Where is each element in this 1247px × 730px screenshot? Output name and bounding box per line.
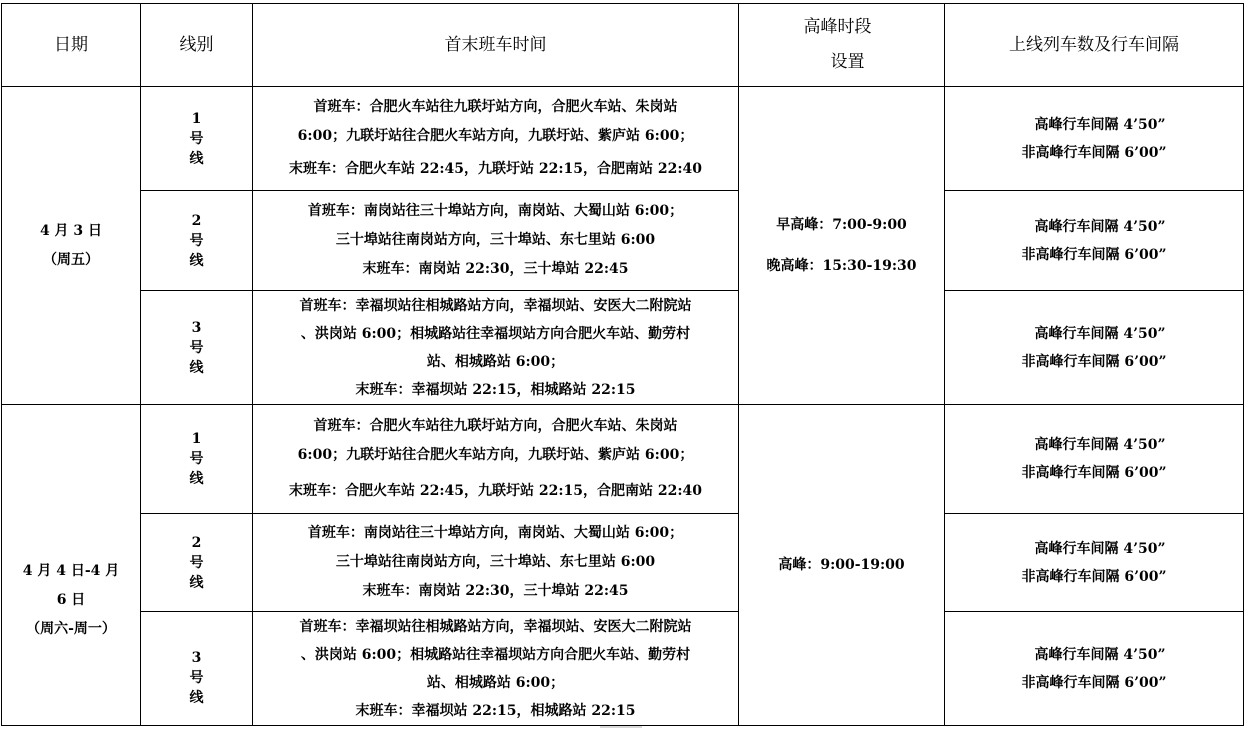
offpeak-interval-text: 非高峰行车间隔 6’00” — [1021, 246, 1167, 263]
interval-cell — [945, 612, 1244, 726]
train-times-cell — [253, 291, 739, 405]
time-text: 首班车：合肥火车站往九联圩站方向，合肥火车站、朱岗站 — [313, 99, 678, 115]
offpeak-interval-text: 非高峰行车间隔 6’00” — [1021, 144, 1167, 161]
time-text: 首班车：南岗站往三十埠站方向，南岗站、大蜀山站 6:00； — [307, 525, 684, 541]
peak-period-text: 晚高峰：15:30-19:30 — [766, 257, 917, 274]
time-text: 首班车：幸福坝站往相城路站方向，幸福坝站、安医大二附院站 — [299, 618, 692, 635]
table-row — [2, 291, 1244, 405]
offpeak-interval-text: 非高峰行车间隔 6’00” — [1021, 465, 1167, 481]
offpeak-interval-text: 非高峰行车间隔 6’00” — [1021, 568, 1167, 585]
time-text: 6:00；九联圩站往合肥火车站方向，九联圩站、紫庐站 6:00； — [297, 447, 694, 463]
line-xian: 线 — [189, 359, 204, 376]
time-text: 首班车：南岗站往三十埠站方向，南岗站、大蜀山站 6:00； — [307, 203, 684, 219]
peak-period-text: 高峰：9:00-19:00 — [778, 556, 905, 573]
date-text-continued: 6 日 — [56, 591, 86, 608]
time-text: 末班车：幸福坝站 22:15，相城路站 22:15 — [355, 381, 636, 398]
line-cell — [141, 514, 253, 612]
train-times-cell — [253, 191, 739, 291]
line-hao: 号 — [189, 554, 204, 571]
line-xian: 线 — [189, 689, 204, 706]
time-text: 末班车：合肥火车站 22:45，九联圩站 22:15，合肥南站 22:40 — [288, 161, 703, 177]
time-text: 首班车：幸福坝站往相城路站方向，幸福坝站、安医大二附院站 — [299, 297, 692, 314]
time-text: 三十埠站往南岗站方向，三十埠站、东七里站 6:00 — [335, 554, 656, 570]
header-line: 线别 — [141, 4, 253, 87]
line-hao: 号 — [189, 339, 204, 356]
peak-interval-text: 高峰行车间隔 4’50” — [1034, 116, 1166, 133]
peak-period-cell — [739, 87, 945, 405]
interval-cell — [945, 87, 1244, 191]
peak-interval-text: 高峰行车间隔 4’50” — [1034, 540, 1166, 557]
time-text: 、洪岗站 6:00；相城路站往幸福坝站方向合肥火车站、勤劳村 — [300, 325, 691, 342]
time-text: 末班车：合肥火车站 22:45，九联圩站 22:15，合肥南站 22:40 — [288, 483, 703, 499]
peak-period-text: 早高峰：7:00-9:00 — [776, 216, 907, 233]
train-times-cell — [253, 87, 739, 191]
peak-interval-text: 高峰行车间隔 4’50” — [1034, 325, 1166, 342]
peak-interval-text: 高峰行车间隔 4’50” — [1034, 437, 1166, 453]
time-text: 末班车：幸福坝站 22:15，相城路站 22:15 — [355, 702, 636, 719]
offpeak-interval-text: 非高峰行车间隔 6’00” — [1021, 674, 1167, 691]
table-row — [2, 87, 1244, 191]
header-date: 日期 — [2, 4, 141, 87]
line-number: 3 — [191, 649, 202, 666]
table-row — [2, 612, 1244, 726]
peak-period-cell — [739, 405, 945, 726]
line-xian: 线 — [189, 150, 204, 167]
header-peak-period — [739, 4, 945, 87]
schedule-table — [1, 3, 1244, 726]
line-cell — [141, 87, 253, 191]
train-times-cell — [253, 405, 739, 514]
offpeak-interval-text: 非高峰行车间隔 6’00” — [1021, 353, 1167, 370]
weekday-text: （周五） — [43, 251, 99, 268]
line-cell — [141, 405, 253, 514]
line-cell — [141, 291, 253, 405]
line-cell — [141, 191, 253, 291]
line-hao: 号 — [189, 232, 204, 249]
page-edge-mark — [600, 726, 642, 728]
time-text: 6:00；九联圩站往合肥火车站方向，九联圩站、紫庐站 6:00； — [297, 128, 694, 144]
line-number: 3 — [191, 319, 202, 336]
line-xian: 线 — [189, 574, 204, 591]
time-text: 末班车：南岗站 22:30，三十埠站 22:45 — [362, 583, 629, 599]
line-number: 1 — [191, 110, 202, 127]
train-times-cell — [253, 514, 739, 612]
line-hao: 号 — [189, 451, 204, 467]
interval-cell — [945, 291, 1244, 405]
weekday-text: （周六-周一） — [26, 620, 116, 637]
header-peak-period-line2: 设置 — [830, 52, 865, 72]
time-text: 、洪岗站 6:00；相城路站往幸福坝站方向合肥火车站、勤劳村 — [300, 646, 691, 663]
line-number: 2 — [191, 212, 202, 229]
time-text: 末班车：南岗站 22:30，三十埠站 22:45 — [362, 261, 629, 277]
time-text: 站、相城路站 6:00； — [426, 674, 565, 691]
date-cell — [2, 87, 141, 405]
table-row — [2, 405, 1244, 514]
line-hao: 号 — [189, 669, 204, 686]
train-times-cell — [253, 612, 739, 726]
time-text: 三十埠站往南岗站方向，三十埠站、东七里站 6:00 — [335, 232, 656, 248]
line-number: 1 — [191, 431, 202, 447]
peak-interval-text: 高峰行车间隔 4’50” — [1034, 646, 1166, 663]
time-text: 首班车：合肥火车站往九联圩站方向，合肥火车站、朱岗站 — [313, 418, 678, 434]
header-trains-and-interval: 上线列车数及行车间隔 — [945, 4, 1244, 87]
table-row — [2, 514, 1244, 612]
table-row — [2, 191, 1244, 291]
date-cell — [2, 405, 141, 726]
time-text: 站、相城路站 6:00； — [426, 353, 565, 370]
header-peak-period-line1: 高峰时段 — [803, 17, 872, 37]
line-xian: 线 — [189, 252, 204, 269]
peak-interval-text: 高峰行车间隔 4’50” — [1034, 218, 1166, 235]
line-cell — [141, 612, 253, 726]
line-number: 2 — [191, 534, 202, 551]
header-first-last-train-time: 首末班车时间 — [253, 4, 739, 87]
line-hao: 号 — [189, 130, 204, 147]
line-xian: 线 — [189, 471, 204, 487]
date-text: 4 月 4 日-4 月 — [22, 562, 120, 579]
interval-cell — [945, 514, 1244, 612]
interval-cell — [945, 405, 1244, 514]
date-text: 4 月 3 日 — [39, 222, 103, 239]
interval-cell — [945, 191, 1244, 291]
header-row — [2, 4, 1244, 87]
